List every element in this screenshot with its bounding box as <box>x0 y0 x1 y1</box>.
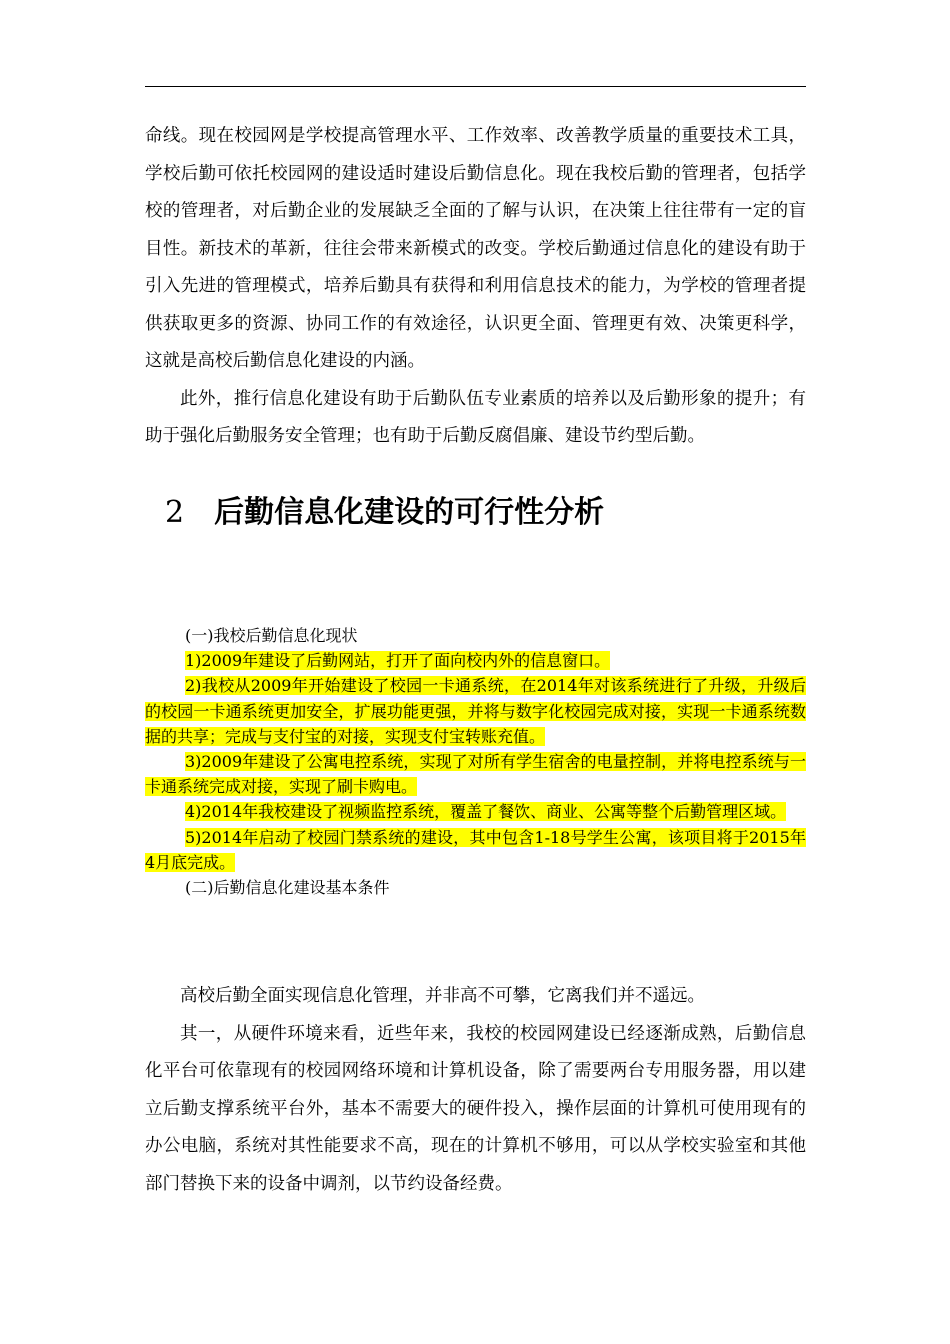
intro-section <box>145 118 806 456</box>
section-title: 后勤信息化建设的可行性分析 <box>214 495 605 530</box>
status-item-1 <box>145 648 806 673</box>
subsection-2-title: (二)后勤信息化建设基本条件 <box>185 878 390 898</box>
highlighted-text: 2)我校从2009年开始建设了校园一卡通系统，在2014年对该系统进行了升级，升级后的校园一卡通系统更加安全，扩展功能更强，并将与数字化校园完成对接，实现一卡通系统数据的共享；完成与支付宝的对接，实现支付宝转账充值。 <box>145 676 806 746</box>
status-item-3 <box>145 749 806 799</box>
intro-paragraph-1: 命线。现在校园网是学校提高管理水平、工作效率、改善教学质量的重要技术工具，学校后勤可依托校园网的建设适时建设后勤信息化。现在我校后勤的管理者，包括学校的管理者，对后勤企业的发展缺乏全面的了解与认识，在决策上往往带有一定的盲目性。新技术的革新，往往会带来新模式的改变。学校后勤通过信息化的建设有助于引入先进的管理模式，培养后勤具有获得和利用信息技术的能力，为学校的管理者提供获取更多的资源、协同工作的有效途径，认识更全面、管理更有效、决策更科学，这就是高校后勤信息化建设的内涵。 <box>145 126 806 371</box>
highlighted-text: 5)2014年启动了校园门禁系统的建设，其中包含1-18号学生公寓，该项目将于2015年4月底完成。 <box>145 827 806 872</box>
subsection-1-title: (一)我校后勤信息化现状 <box>185 626 358 645</box>
body-paragraph-2: 其一，从硬件环境来看，近些年来，我校的校园网建设已经逐渐成熟，后勤信息化平台可依靠现有的校园网络环境和计算机设备，除了需要两台专用服务器，用以建立后勤支撑系统平台外，基本不需要大的硬件投入，操作层面的计算机可使用现有的办公电脑，系统对其性能要求不高，现在的计算机不够用，可以从学校实验室和其他部门替换下来的设备中调剂，以节约设备经费。 <box>145 1023 806 1194</box>
status-item-2 <box>145 673 806 749</box>
highlighted-text: 3)2009年建设了公寓电控系统，实现了对所有学生宿舍的电量控制，并将电控系统与一卡通系统完成对接，实现了刷卡购电。 <box>145 752 806 797</box>
highlighted-text: 4)2014年我校建设了视频监控系统，覆盖了餐饮、商业、公寓等整个后勤管理区域。 <box>185 802 787 822</box>
status-item-4 <box>145 799 806 824</box>
status-section <box>145 623 806 900</box>
highlighted-text: 1)2009年建设了后勤网站，打开了面向校内外的信息窗口。 <box>185 651 611 671</box>
header-rule <box>145 86 806 87</box>
section-number: 2 <box>165 495 185 530</box>
intro-paragraph-2: 此外，推行信息化建设有助于后勤队伍专业素质的培养以及后勤形象的提升；有助于强化后勤服务安全管理；也有助于后勤反腐倡廉、建设节约型后勤。 <box>145 388 806 446</box>
section-heading <box>165 487 604 539</box>
conditions-section <box>145 978 806 1203</box>
body-paragraph-1: 高校后勤全面实现信息化管理，并非高不可攀，它离我们并不遥远。 <box>180 986 705 1006</box>
status-item-5 <box>145 825 806 875</box>
